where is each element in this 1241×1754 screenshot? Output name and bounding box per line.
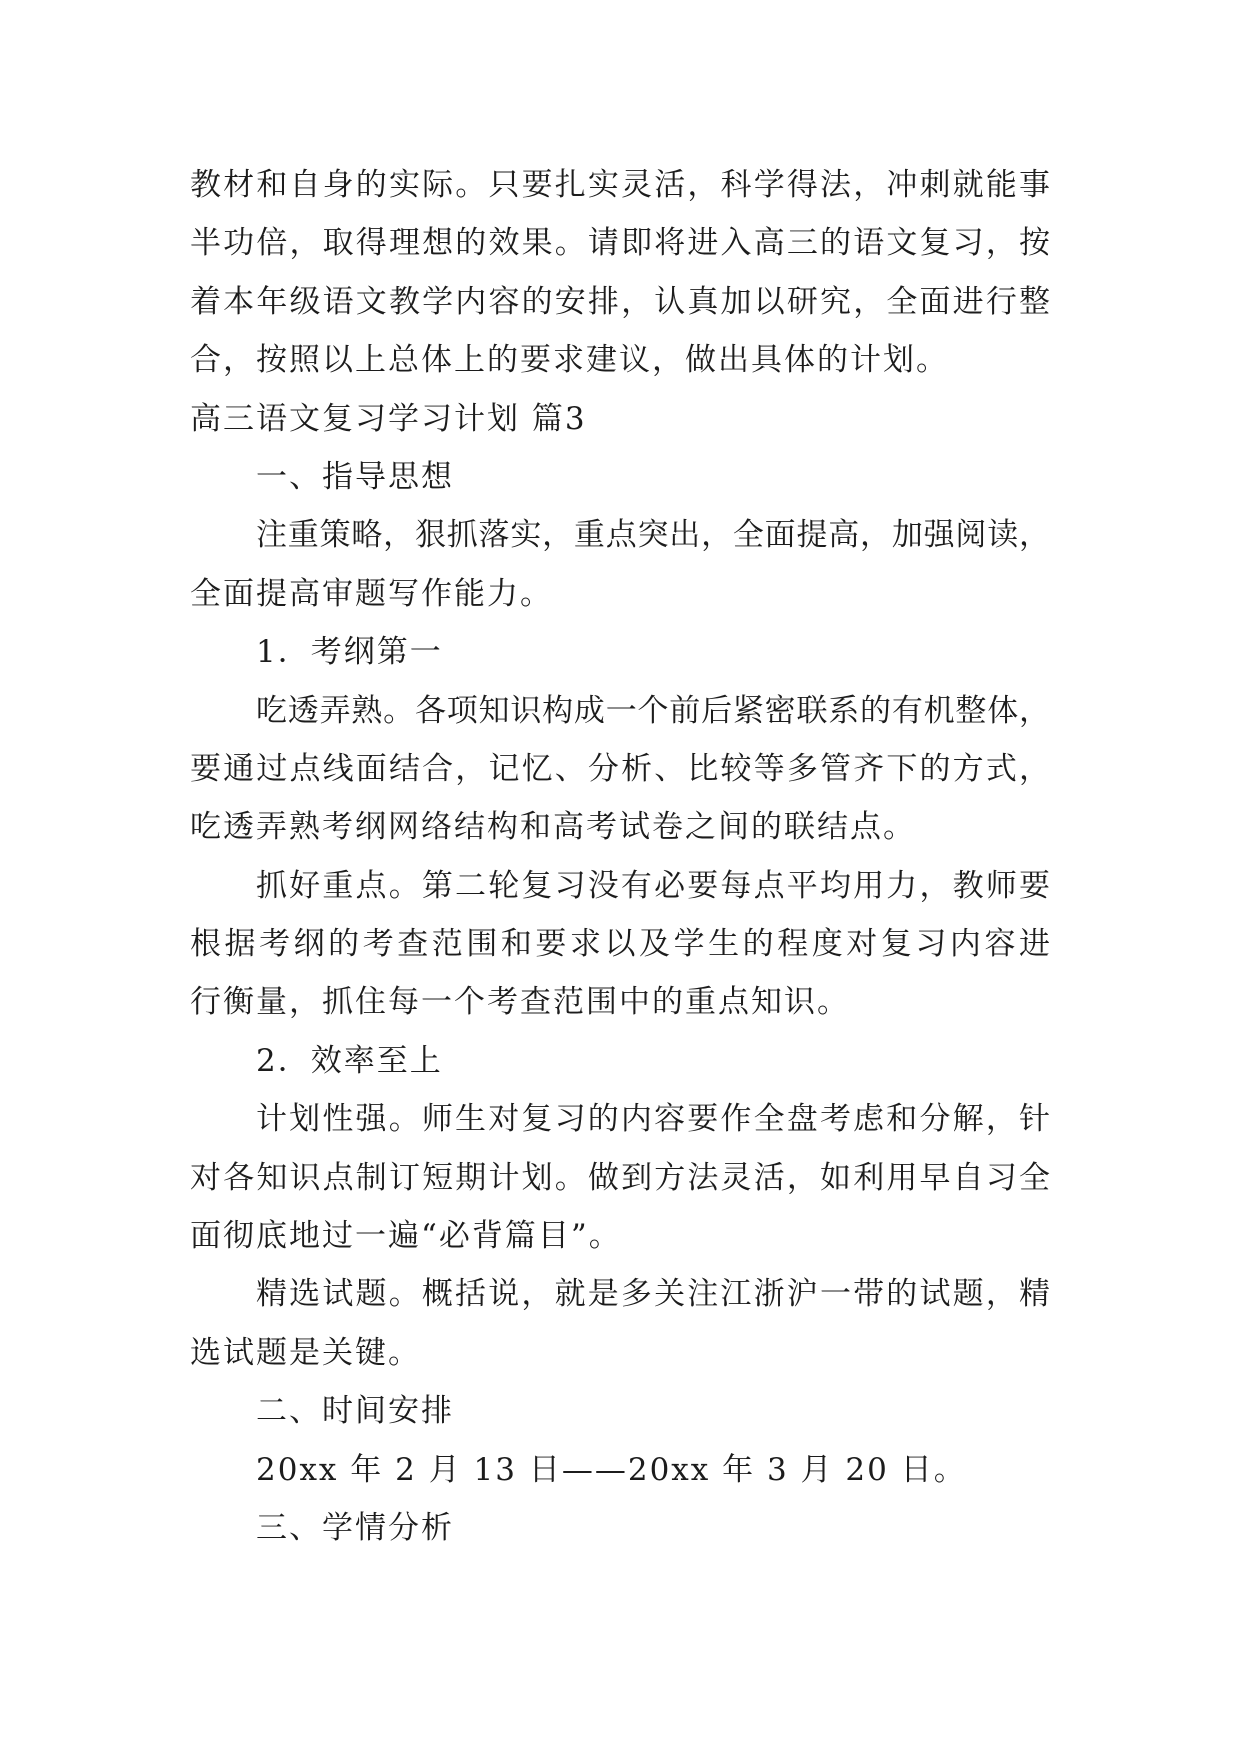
paragraph-line: 面彻底地过一遍“必背篇目”。 [190, 1218, 622, 1255]
paragraph-line: 抓好重点。第二轮复习没有必要每点平均用力，教师要 [256, 867, 1050, 904]
intro-paragraph [190, 156, 1050, 390]
paragraph-line: 吃透弄熟。各项知识构成一个前后紧密联系的有机整体， [256, 692, 1050, 729]
intro-line: 教材和自身的实际。只要扎实灵活，科学得法，冲刺就能事 [190, 167, 1050, 203]
paragraph-line: 对各知识点制订短期计划。做到方法灵活，如利用早自习全 [190, 1159, 1050, 1196]
section-heading-guiding-thought: 一、指导思想 [256, 458, 454, 495]
paragraph-line: 行衡量，抓住每一个考查范围中的重点知识。 [190, 984, 850, 1021]
paragraph-planning [190, 1090, 1050, 1265]
paragraph-key-points [190, 857, 1050, 1032]
paragraph-select-exercises [190, 1265, 1050, 1382]
subheading-syllabus-first: 1．考纲第一 [256, 634, 443, 671]
paragraph-line: 要通过点线面结合，记忆、分析、比较等多管齐下的方式， [190, 750, 1050, 787]
section-heading-student-analysis: 三、学情分析 [256, 1509, 454, 1546]
article-title: 高三语文复习学习计划 篇3 [190, 400, 587, 437]
guiding-line: 注重策略，狠抓落实，重点突出，全面提高，加强阅读， [256, 517, 1050, 554]
paragraph-master-syllabus [190, 682, 1050, 857]
paragraph-line: 选试题是关键。 [190, 1334, 421, 1371]
paragraph-line: 根据考纲的考查范围和要求以及学生的程度对复习内容进 [190, 926, 1050, 963]
subheading-efficiency-first: 2．效率至上 [256, 1042, 443, 1079]
paragraph-line: 计划性强。师生对复习的内容要作全盘考虑和分解，针 [256, 1101, 1050, 1138]
guiding-line: 全面提高审题写作能力。 [190, 575, 553, 612]
guiding-paragraph [190, 506, 1050, 623]
intro-line: 着本年级语文教学内容的安排，认真加以研究，全面进行整 [190, 283, 1050, 320]
section-heading-schedule: 二、时间安排 [256, 1393, 454, 1430]
schedule-dates: 20xx 年 2 月 13 日——20xx 年 3 月 20 日。 [256, 1451, 967, 1488]
intro-line: 半功倍，取得理想的效果。请即将进入高三的语文复习，按 [190, 225, 1050, 262]
paragraph-line: 吃透弄熟考纲网络结构和高考试卷之间的联结点。 [190, 809, 916, 846]
document-body [190, 156, 1050, 1557]
intro-line: 合，按照以上总体上的要求建议，做出具体的计划。 [190, 342, 949, 379]
paragraph-line: 精选试题。概括说，就是多关注江浙沪一带的试题，精 [256, 1276, 1050, 1313]
